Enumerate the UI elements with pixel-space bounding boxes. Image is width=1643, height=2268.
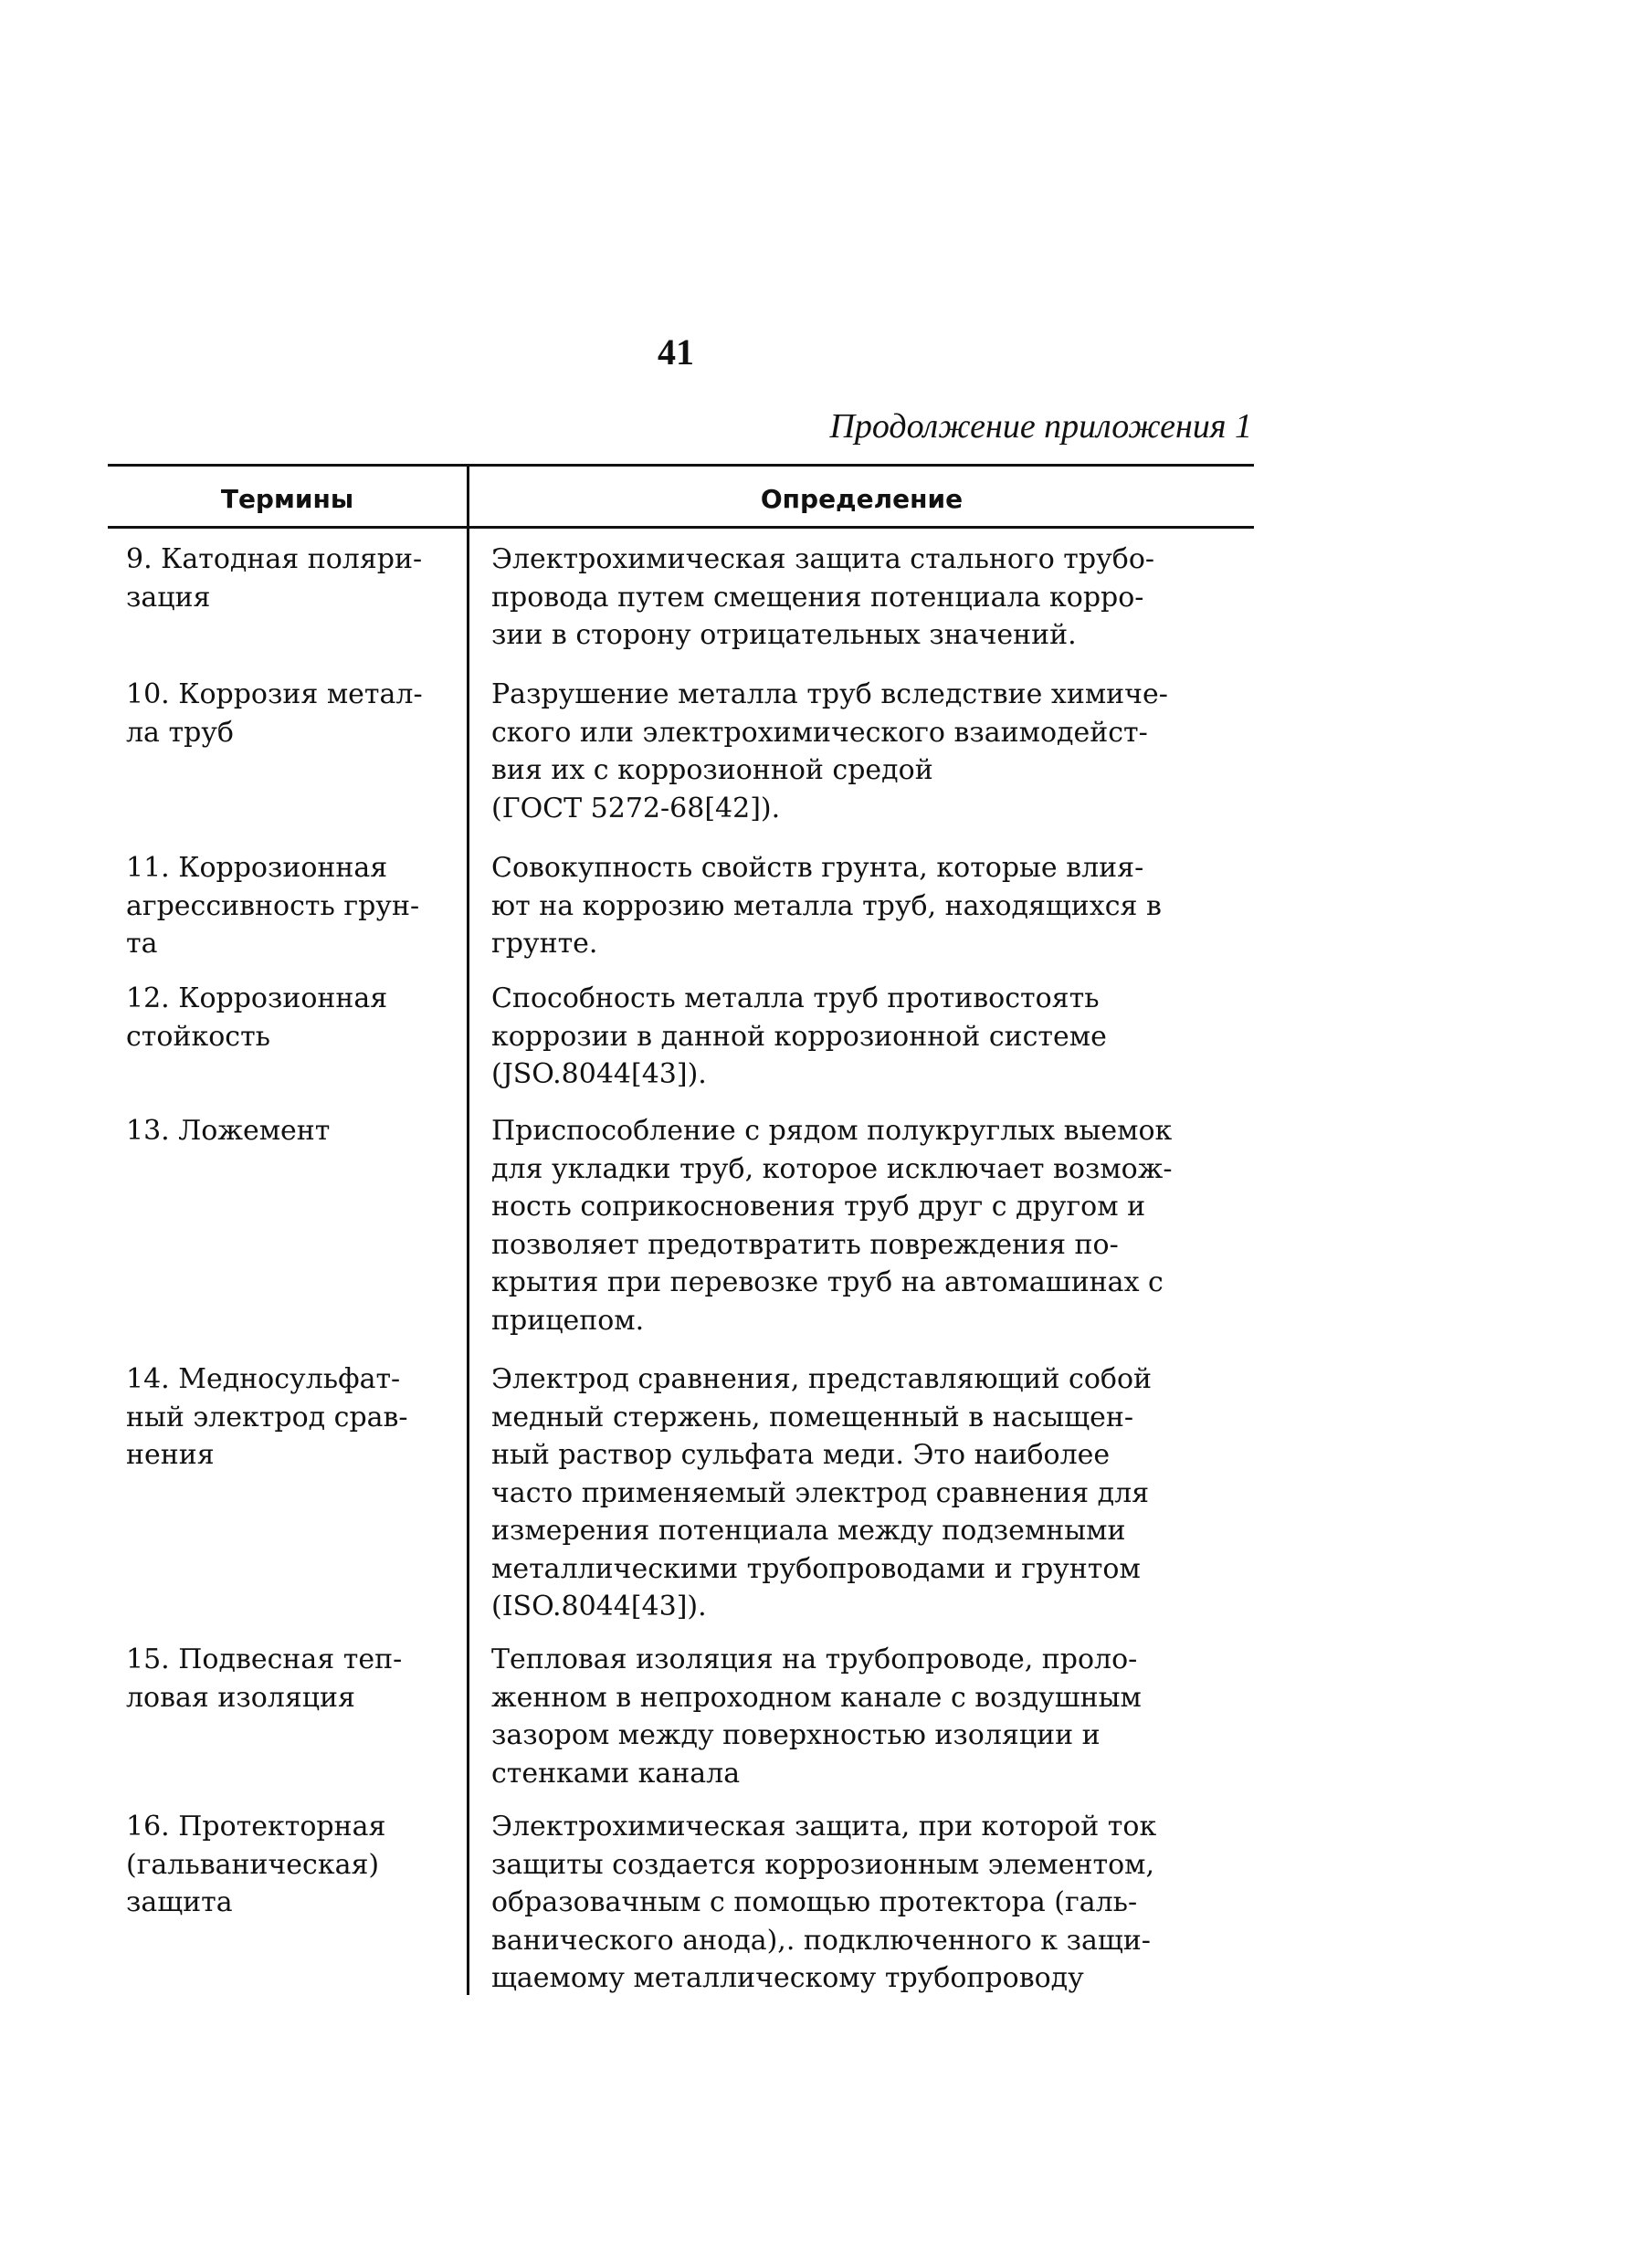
definition-cell: Электрохимическая защита стального трубо- провода путем смещения потенциала корро- зии в сторону отрицательных значений.: [491, 543, 1155, 651]
definition-cell: Приспособление с рядом полукруглых выемок для укладки труб, которое исключает возмож- ность соприкосновения труб друг с другом и позволяет предотвратить повреждения по- крытия при перевозке труб на автомашинах с прицепом.: [491, 1115, 1173, 1337]
term-cell: 13. Ложемент: [126, 1115, 331, 1147]
table-header-rule: [108, 526, 1254, 529]
term-cell: 12. Коррозионная стойкость: [126, 982, 388, 1053]
definition-cell: Разрушение металла труб вследствие химиче- ского или электрохимического взаимодейст- вия их с коррозионной средой (ГОСТ 5272-68[42]).: [491, 678, 1168, 824]
column-divider: [467, 464, 469, 1995]
definition-cell: Электрохимическая защита, при которой ток защиты создается коррозионным элементом, образовачным с помощью протектора (галь- ванического анода),. подключенного к защи- щаемому металлическому трубопроводу: [491, 1811, 1157, 1994]
term-cell: 9. Катодная поляри- зация: [126, 543, 423, 614]
term-cell: 16. Протекторная (гальваническая) защита: [126, 1811, 386, 1918]
page-number: 41: [658, 331, 694, 373]
continuation-caption: Продолжение приложения 1: [829, 407, 1252, 446]
term-cell: 10. Коррозия метал- ла труб: [126, 678, 423, 749]
definition-cell: Тепловая изоляция на трубопроводе, проло- женном в непроходном канале с воздушным зазором между поверхностью изоляции и стенками канала: [491, 1643, 1142, 1790]
definition-cell: Электрод сравнения, представляющий собой медный стержень, помещенный в насыщен- ный раствор сульфата меди. Это наиболее часто применяемый электрод сравнения для измерения потенциала между подземными металлическими трубопроводами и грунтом (ISO.8044[43]).: [491, 1363, 1153, 1622]
term-cell: 15. Подвесная теп- ловая изоляция: [126, 1643, 403, 1714]
column-header-terms: Термины: [220, 484, 354, 514]
term-cell: 14. Медносульфат- ный электрод срав- нения: [126, 1363, 408, 1471]
term-cell: 11. Коррозионная агрессивность грун- та: [126, 852, 420, 960]
column-header-definition: Определение: [760, 484, 964, 514]
definition-cell: Совокупность свойств грунта, которые влия- ют на коррозию металла труб, находящихся в грунте.: [491, 852, 1162, 960]
definition-cell: Способность металла труб противостоять коррозии в данной коррозионной системе (JSO.8044[43]).: [491, 982, 1107, 1090]
table-top-rule: [108, 464, 1254, 467]
